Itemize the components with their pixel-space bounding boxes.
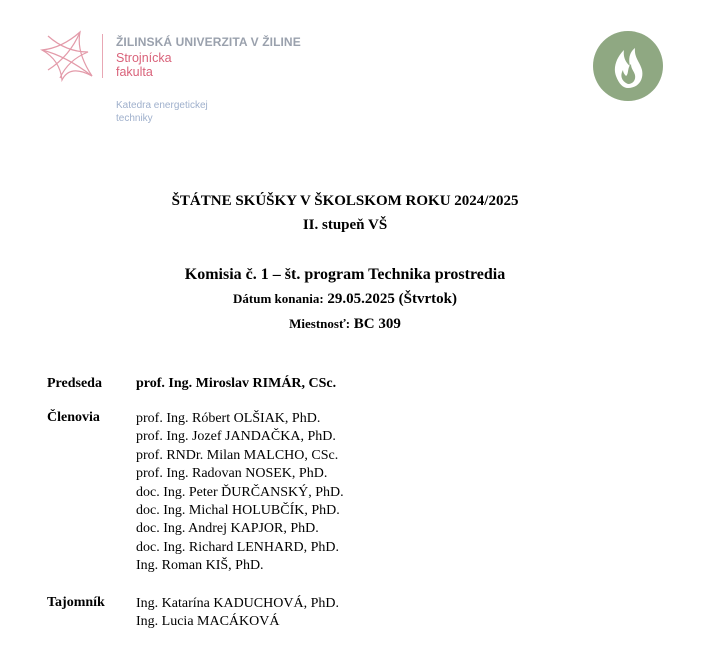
room-value: BC 309 <box>353 316 401 332</box>
list-item: prof. RNDr. Milan MALCHO, CSc. <box>136 447 339 463</box>
members-label: Členovia <box>47 410 100 425</box>
department-name <box>116 99 208 125</box>
secretaries-list <box>136 595 339 632</box>
exam-room <box>0 316 690 333</box>
department-name-line1: Katedra energetickej <box>116 100 208 111</box>
list-item: doc. Ing. Michal HOLUBČÍK, PhD. <box>136 503 340 519</box>
secretary-label: Tajomník <box>47 595 105 610</box>
list-item: doc. Ing. Richard LENHARD, PhD. <box>136 539 339 555</box>
chair-name: prof. Ing. Miroslav RIMÁR, CSc. <box>136 376 337 391</box>
logo-divider <box>102 34 103 78</box>
flame-logo-icon <box>592 30 664 102</box>
members-list <box>136 410 344 576</box>
list-item: prof. Ing. Jozef JANDAČKA, PhD. <box>136 429 336 445</box>
university-name: ŽILINSKÁ UNIVERZITA V ŽILINE <box>116 35 301 49</box>
list-item: doc. Ing. Andrej KAPJOR, PhD. <box>136 521 319 537</box>
exam-title: ŠTÁTNE SKÚŠKY V ŠKOLSKOM ROKU 2024/2025 <box>171 193 519 209</box>
list-item: Ing. Roman KIŠ, PhD. <box>136 558 264 574</box>
exam-date <box>0 291 690 308</box>
faculty-name <box>116 51 172 79</box>
room-label: Miestnosť: <box>289 316 351 331</box>
list-item: Ing. Katarína KADUCHOVÁ, PhD. <box>136 596 339 611</box>
date-label: Dátum konania: <box>233 291 324 306</box>
date-value: 29.05.2025 (Štvrtok) <box>327 291 457 307</box>
faculty-name-line2: fakulta <box>116 65 153 79</box>
department-name-line2: techniky <box>116 113 153 124</box>
list-item: prof. Ing. Radovan NOSEK, PhD. <box>136 466 328 482</box>
faculty-name-line1: Strojnícka <box>116 51 172 65</box>
list-item: Ing. Lucia MACÁKOVÁ <box>136 614 280 630</box>
list-item: doc. Ing. Peter ĎURČANSKÝ, PhD. <box>136 484 344 500</box>
commission-title: Komisia č. 1 – št. program Technika prostredia <box>184 266 506 283</box>
university-logo-icon <box>40 30 94 82</box>
study-level: II. stupeň VŠ <box>302 217 388 233</box>
chair-label: Predseda <box>47 376 102 391</box>
list-item: prof. Ing. Róbert OLŠIAK, PhD. <box>136 411 321 426</box>
